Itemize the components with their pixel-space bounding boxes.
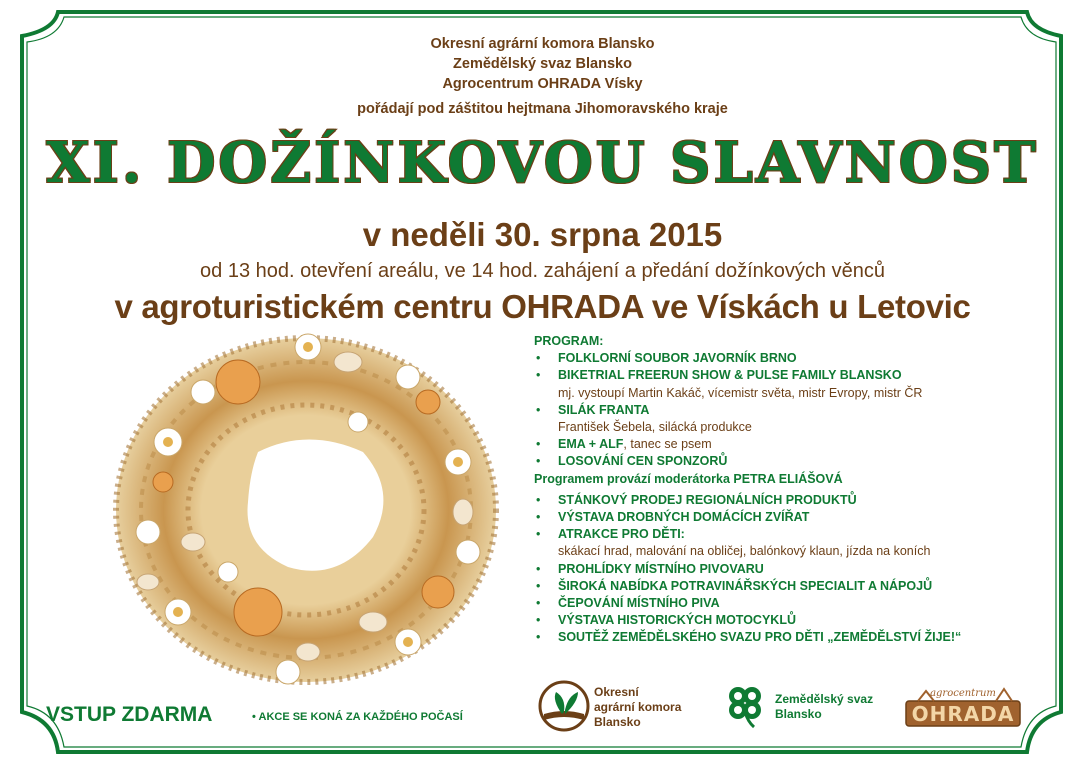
organizer-2: Zemědělský svaz Blansko xyxy=(453,56,632,72)
list-item xyxy=(534,629,1054,646)
logo-text-line: Zemědělský svaz xyxy=(775,692,874,706)
weather-notice: • AKCE SE KONÁ ZA KAŽDÉHO POČASÍ xyxy=(252,711,463,723)
list-item xyxy=(534,509,1054,526)
list-item xyxy=(534,453,1054,470)
attraction-title: ŠIROKÁ NABÍDKA POTRAVINÁŘSKÝCH SPECIALIT A NÁPOJŮ xyxy=(558,578,933,593)
event-times: od 13 hod. otevření areálu, ve 14 hod. zahájení a předání dožínkových věnců xyxy=(200,260,885,282)
organizer-1: Okresní agrární komora Blansko xyxy=(430,36,655,52)
attraction-title: SOUTĚŽ ZEMĚDĚLSKÉHO SVAZU PRO DĚTI „ZEMĚDĚLSTVÍ ŽIJE!“ xyxy=(558,630,962,645)
list-item xyxy=(534,436,1054,453)
list-item xyxy=(534,526,1054,543)
ohrada-logo-icon xyxy=(904,685,1022,728)
list-item-detail xyxy=(534,385,1054,402)
attraction-title: VÝSTAVA HISTORICKÝCH MOTOCYKLŮ xyxy=(558,613,796,628)
program-item-title: LOSOVÁNÍ CEN SPONZORŮ xyxy=(558,454,728,469)
attractions-list xyxy=(534,492,1054,647)
program-item-title: BIKETRIAL FREERUN SHOW & PULSE FAMILY BLANSKO xyxy=(558,368,902,383)
logo-text-line: Blansko xyxy=(594,715,641,729)
harvest-wreath-image xyxy=(108,322,508,692)
program-item-title: SILÁK FRANTA xyxy=(558,402,650,417)
organizer-3: Agrocentrum OHRADA Vísky xyxy=(442,76,643,92)
farmers-union-logo-text xyxy=(775,692,873,722)
program-item-detail: , tanec se psem xyxy=(623,437,712,452)
list-item xyxy=(534,595,1054,612)
program-item-detail: František Šebela, silácká produkce xyxy=(558,420,752,435)
agrarian-chamber-logo-icon xyxy=(538,680,590,732)
program-heading: PROGRAM: xyxy=(534,334,604,348)
program-list xyxy=(534,350,1054,470)
ohrada-logo-small-text: agrocentrum xyxy=(930,688,996,699)
list-item xyxy=(534,367,1054,384)
logo-text-line: Okresní xyxy=(594,685,639,699)
clover-logo-icon xyxy=(720,680,770,730)
attraction-title: PROHLÍDKY MÍSTNÍHO PIVOVARU xyxy=(558,561,764,576)
list-item-detail xyxy=(534,543,1054,560)
program-section xyxy=(534,333,1054,647)
list-item xyxy=(534,350,1054,367)
attraction-title: ČEPOVÁNÍ MÍSTNÍHO PIVA xyxy=(558,596,720,611)
list-item-detail xyxy=(534,419,1054,436)
event-date: v neděli 30. srpna 2015 xyxy=(362,216,723,253)
list-item xyxy=(534,561,1054,578)
program-item-detail: mj. vystoupí Martin Kakáč, vícemistr světa, mistr Evropy, mistr ČR xyxy=(558,385,923,400)
logo-text-line: agrární komora xyxy=(594,700,682,714)
patronage-line: pořádají pod záštitou hejtmana Jihomoravského kraje xyxy=(357,101,728,117)
logo-text-line: Blansko xyxy=(775,707,822,721)
headline: XI. DOŽÍNKOVOU SLAVNOST xyxy=(46,130,1039,196)
free-entry-label: VSTUP ZDARMA xyxy=(46,703,213,726)
organizers xyxy=(0,34,1085,94)
attraction-title: ATRAKCE PRO DĚTI: xyxy=(558,527,685,542)
ohrada-logo-big-text: OHRADA xyxy=(911,702,1015,726)
moderator-line: Programem provází moderátorka PETRA ELIÁŠOVÁ xyxy=(534,471,843,486)
program-item-title: FOLKLORNÍ SOUBOR JAVORNÍK BRNO xyxy=(558,351,797,366)
attraction-detail: skákací hrad, malování na obličej, balónkový klaun, jízda na koních xyxy=(558,544,931,559)
attraction-title: STÁNKOVÝ PRODEJ REGIONÁLNÍCH PRODUKTŮ xyxy=(558,492,857,507)
attraction-title: VÝSTAVA DROBNÝCH DOMÁCÍCH ZVÍŘAT xyxy=(558,510,810,525)
program-item-title: EMA + ALF xyxy=(558,437,624,452)
list-item xyxy=(534,402,1054,419)
agrarian-chamber-logo-text xyxy=(594,685,681,730)
list-item xyxy=(534,492,1054,509)
list-item xyxy=(534,578,1054,595)
list-item xyxy=(534,612,1054,629)
event-venue: v agroturistickém centru OHRADA ve Vískách u Letovic xyxy=(114,288,971,325)
